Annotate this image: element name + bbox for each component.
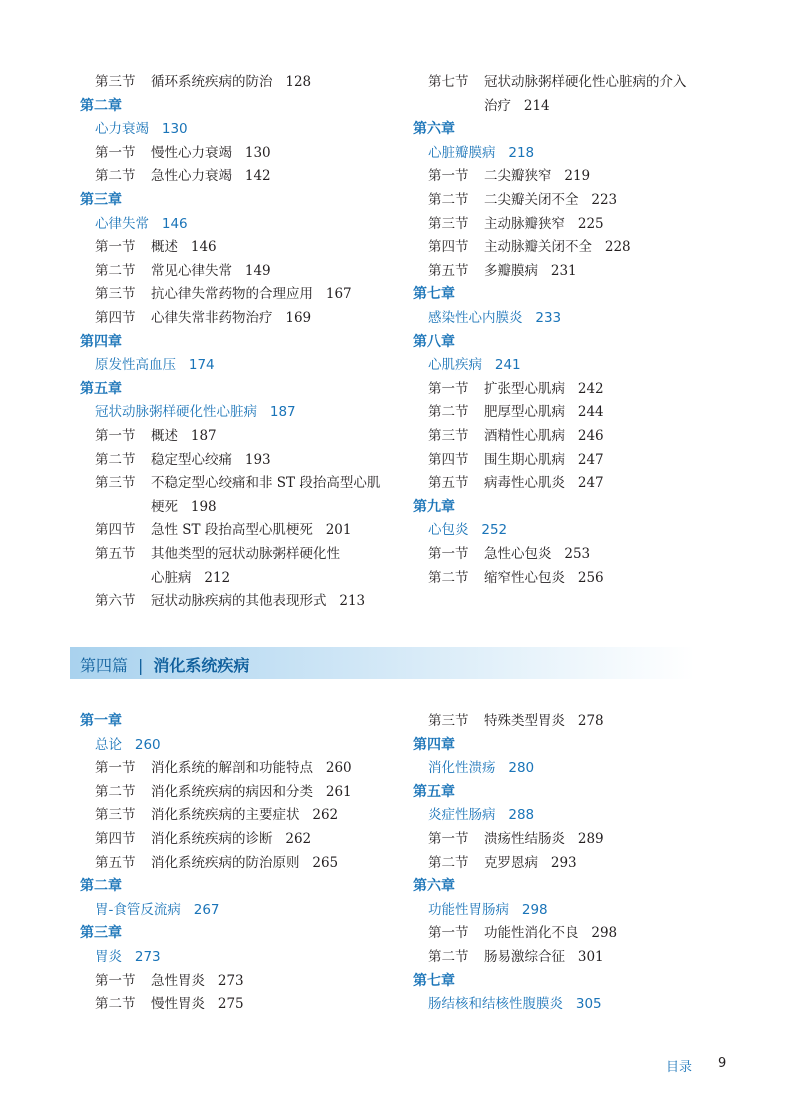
section-title: 克罗恩病 xyxy=(484,854,538,871)
section-entry xyxy=(95,308,311,328)
section-title-continuation xyxy=(151,497,217,517)
section-title: 消化系统疾病的主要症状 xyxy=(151,807,300,824)
chapter-number: 第四章 xyxy=(413,736,455,753)
section-entry xyxy=(95,72,311,92)
section-entry xyxy=(428,947,604,967)
page-ref: 146 xyxy=(190,239,217,256)
chapter-title-entry xyxy=(428,758,534,778)
chapter-title-entry xyxy=(428,355,521,375)
section-title: 不稳定型心绞痛和非 ST 段抬高型心肌 xyxy=(151,475,381,492)
section-entry xyxy=(428,473,604,493)
page-ref: 228 xyxy=(604,239,631,256)
part-label: 第四篇 xyxy=(80,656,129,675)
section-entry xyxy=(95,853,338,873)
chapter-title-entry xyxy=(428,308,561,328)
page-ref: 142 xyxy=(244,168,271,185)
chapter-heading xyxy=(80,876,122,896)
chapter-title: 心肌疾病 xyxy=(428,357,482,374)
section-entry xyxy=(95,971,244,991)
section-title: 特殊类型胃炎 xyxy=(484,713,565,729)
page-ref: 247 xyxy=(577,451,604,468)
section-entry xyxy=(428,237,631,257)
chapter-heading xyxy=(80,332,122,352)
section-number: 第三节 xyxy=(95,475,136,492)
section-title: 多瓣膜病 xyxy=(484,262,538,279)
page-ref: 305 xyxy=(575,996,602,1013)
chapter-title-entry xyxy=(95,355,215,375)
section-number: 第五节 xyxy=(428,475,469,492)
section-entry xyxy=(428,214,604,234)
section-number: 第二节 xyxy=(95,168,136,185)
page-ref: 301 xyxy=(577,949,604,965)
section-entry xyxy=(428,923,617,943)
section-entry xyxy=(95,284,352,304)
section-title: 常见心律失常 xyxy=(151,262,232,279)
section-title: 肥厚型心肌病 xyxy=(484,404,565,421)
section-number: 第四节 xyxy=(95,831,136,847)
section-entry xyxy=(95,143,271,163)
page-ref: 293 xyxy=(550,854,577,871)
section-title: 治疗 xyxy=(484,97,511,114)
page-ref: 187 xyxy=(269,404,296,421)
section-title: 慢性胃炎 xyxy=(151,996,205,1013)
section-number: 第二节 xyxy=(428,569,469,586)
section-title: 急性心包炎 xyxy=(484,546,552,562)
section-title: 冠状动脉粥样硬化性心脏病的介入 xyxy=(484,74,687,90)
chapter-heading xyxy=(80,711,122,731)
section-entry xyxy=(428,402,604,422)
chapter-heading xyxy=(80,923,122,943)
section-number: 第二节 xyxy=(428,404,469,421)
page-ref: 265 xyxy=(312,854,339,871)
section-title: 消化系统疾病的防治原则 xyxy=(151,854,300,871)
page-ref: 252 xyxy=(481,522,508,539)
chapter-title: 胃炎 xyxy=(95,949,122,965)
chapter-title-entry xyxy=(95,900,220,920)
page-ref: 253 xyxy=(564,546,591,562)
page-ref: 241 xyxy=(494,357,521,374)
section-entry xyxy=(95,591,365,611)
section-title: 二尖瓣关闭不全 xyxy=(484,192,579,208)
page-ref: 219 xyxy=(564,168,591,185)
chapter-number: 第五章 xyxy=(413,783,455,800)
page-ref: 261 xyxy=(325,783,352,800)
chapter-number: 第六章 xyxy=(413,121,455,138)
section-entry xyxy=(428,72,687,92)
chapter-title-entry xyxy=(95,119,188,139)
section-title: 酒精性心肌病 xyxy=(484,428,565,444)
chapter-number: 第七章 xyxy=(413,286,455,303)
section-title: 缩窄性心包炎 xyxy=(484,569,565,586)
section-number: 第一节 xyxy=(428,380,469,397)
section-title: 慢性心力衰竭 xyxy=(151,144,232,161)
section-entry xyxy=(95,450,271,470)
page-ref: 149 xyxy=(244,262,271,279)
page-ref: 225 xyxy=(577,215,604,232)
section-title: 冠状动脉疾病的其他表现形式 xyxy=(151,593,327,610)
chapter-title: 胃-食管反流病 xyxy=(95,901,181,918)
page-ref: 298 xyxy=(591,925,618,942)
section-number: 第五节 xyxy=(428,262,469,279)
page-ref: 260 xyxy=(134,736,161,753)
page-ref: 262 xyxy=(312,807,339,824)
section-entry xyxy=(95,473,380,493)
chapter-heading xyxy=(413,284,455,304)
section-entry xyxy=(95,782,352,802)
page-ref: 289 xyxy=(577,831,604,847)
chapter-heading xyxy=(413,782,455,802)
page-ref: 288 xyxy=(508,807,535,824)
chapter-title: 消化性溃疡 xyxy=(428,760,496,777)
section-number: 第二节 xyxy=(95,783,136,800)
section-entry xyxy=(95,994,244,1014)
section-entry xyxy=(95,544,340,564)
chapter-title-entry xyxy=(95,402,296,422)
section-title: 围生期心肌病 xyxy=(484,451,565,468)
section-number: 第二节 xyxy=(95,996,136,1013)
section-number: 第一节 xyxy=(428,831,469,847)
section-number: 第四节 xyxy=(428,451,469,468)
section-entry xyxy=(95,166,271,186)
section-title: 心脏病 xyxy=(151,569,192,586)
section-entry xyxy=(428,426,604,446)
chapter-heading xyxy=(413,332,455,352)
page-ref: 298 xyxy=(521,901,548,918)
page-ref: 169 xyxy=(285,310,312,326)
part-heading xyxy=(80,653,249,676)
section-number: 第一节 xyxy=(428,546,469,562)
section-number: 第三节 xyxy=(428,428,469,444)
section-number: 第五节 xyxy=(95,854,136,871)
chapter-title: 炎症性肠病 xyxy=(428,807,496,824)
chapter-number: 第一章 xyxy=(80,713,122,729)
section-title: 消化系统疾病的诊断 xyxy=(151,831,273,847)
chapter-number: 第八章 xyxy=(413,333,455,350)
page-ref: 246 xyxy=(577,428,604,444)
page-ref: 247 xyxy=(577,475,604,492)
section-entry xyxy=(428,450,604,470)
page-ref: 130 xyxy=(244,144,271,161)
section-entry xyxy=(428,544,590,564)
page-ref: 187 xyxy=(190,428,217,444)
section-number: 第三节 xyxy=(428,215,469,232)
page-ref: 233 xyxy=(535,310,562,326)
section-entry xyxy=(428,568,604,588)
section-number: 第一节 xyxy=(95,760,136,777)
part-title: 消化系统疾病 xyxy=(153,656,250,675)
page-ref: 174 xyxy=(188,357,215,374)
page-ref: 214 xyxy=(523,97,550,114)
section-number: 第三节 xyxy=(95,74,136,90)
section-entry xyxy=(95,758,352,778)
chapter-title-entry xyxy=(428,994,602,1014)
section-title: 急性 ST 段抬高型心肌梗死 xyxy=(151,522,313,539)
page-ref: 260 xyxy=(325,760,352,777)
section-number: 第四节 xyxy=(428,239,469,256)
chapter-title: 心脏瓣膜病 xyxy=(428,144,496,161)
section-title: 肠易激综合征 xyxy=(484,949,565,965)
page-ref: 256 xyxy=(577,569,604,586)
section-number: 第二节 xyxy=(428,192,469,208)
chapter-number: 第六章 xyxy=(413,878,455,895)
section-number: 第二节 xyxy=(428,854,469,871)
part-banner xyxy=(70,647,695,679)
section-number: 第一节 xyxy=(428,168,469,185)
chapter-number: 第二章 xyxy=(80,878,122,895)
chapter-title: 心力衰竭 xyxy=(95,121,149,138)
chapter-title-entry xyxy=(428,143,534,163)
section-number: 第四节 xyxy=(95,310,136,326)
section-title: 扩张型心肌病 xyxy=(484,380,565,397)
section-number: 第一节 xyxy=(95,972,136,989)
chapter-number: 第四章 xyxy=(80,333,122,350)
page-ref: 244 xyxy=(577,404,604,421)
chapter-title-entry xyxy=(95,214,188,234)
section-title: 病毒性心肌炎 xyxy=(484,475,565,492)
section-entry xyxy=(95,805,338,825)
page-ref: 231 xyxy=(550,262,577,279)
page-ref: 128 xyxy=(285,74,312,90)
section-number: 第三节 xyxy=(95,286,136,303)
section-number: 第一节 xyxy=(95,428,136,444)
chapter-number: 第三章 xyxy=(80,925,122,942)
chapter-title: 冠状动脉粥样硬化性心脏病 xyxy=(95,404,257,421)
section-title: 循环系统疾病的防治 xyxy=(151,74,273,90)
section-title: 二尖瓣狭窄 xyxy=(484,168,552,185)
section-title: 主动脉瓣狭窄 xyxy=(484,215,565,232)
section-number: 第二节 xyxy=(95,451,136,468)
page-ref: 273 xyxy=(134,949,161,965)
section-entry xyxy=(428,829,604,849)
chapter-title-entry xyxy=(428,805,534,825)
chapter-title: 总论 xyxy=(95,736,122,753)
page-ref: 167 xyxy=(325,286,352,303)
chapter-title: 心律失常 xyxy=(95,215,149,232)
page-ref: 213 xyxy=(339,593,366,610)
section-entry xyxy=(95,237,217,257)
chapter-heading xyxy=(80,190,122,210)
section-title: 主动脉瓣关闭不全 xyxy=(484,239,592,256)
chapter-title: 原发性高血压 xyxy=(95,357,176,374)
page-ref: 242 xyxy=(577,380,604,397)
section-title: 溃疡性结肠炎 xyxy=(484,831,565,847)
chapter-heading xyxy=(413,119,455,139)
section-title: 抗心律失常药物的合理应用 xyxy=(151,286,313,303)
part-separator: | xyxy=(138,656,144,675)
section-number: 第一节 xyxy=(95,239,136,256)
chapter-title: 感染性心内膜炎 xyxy=(428,310,523,326)
section-title: 急性心力衰竭 xyxy=(151,168,232,185)
section-number: 第二节 xyxy=(428,949,469,965)
page-ref: 212 xyxy=(204,569,231,586)
section-number: 第四节 xyxy=(95,522,136,539)
section-entry xyxy=(95,426,217,446)
chapter-heading xyxy=(80,379,122,399)
section-title: 梗死 xyxy=(151,498,178,515)
chapter-heading xyxy=(413,735,455,755)
chapter-number: 第五章 xyxy=(80,380,122,397)
section-number: 第一节 xyxy=(428,925,469,942)
page-ref: 218 xyxy=(508,144,535,161)
section-number: 第七节 xyxy=(428,74,469,90)
chapter-heading xyxy=(413,876,455,896)
section-number: 第六节 xyxy=(95,593,136,610)
section-title-continuation xyxy=(484,96,550,116)
footer-page-number: 9 xyxy=(718,1056,727,1071)
page-ref: 273 xyxy=(217,972,244,989)
section-entry xyxy=(428,261,577,281)
section-entry xyxy=(95,520,352,540)
section-entry xyxy=(428,190,617,210)
section-title: 心律失常非药物治疗 xyxy=(151,310,273,326)
chapter-title-entry xyxy=(428,520,507,540)
chapter-title-entry xyxy=(95,735,161,755)
page-ref: 278 xyxy=(577,713,604,729)
section-number: 第三节 xyxy=(428,713,469,729)
page-ref: 193 xyxy=(244,451,271,468)
section-title: 概述 xyxy=(151,239,178,256)
chapter-title: 功能性胃肠病 xyxy=(428,901,509,918)
section-title: 消化系统的解剖和功能特点 xyxy=(151,760,313,777)
chapter-number: 第九章 xyxy=(413,498,455,515)
chapter-number: 第三章 xyxy=(80,192,122,208)
chapter-number: 第七章 xyxy=(413,972,455,989)
chapter-title: 心包炎 xyxy=(428,522,469,539)
page-ref: 275 xyxy=(217,996,244,1013)
section-entry xyxy=(428,166,590,186)
section-entry xyxy=(428,711,604,731)
page-ref: 223 xyxy=(591,192,618,208)
page-ref: 130 xyxy=(161,121,188,138)
footer-label: 目录 xyxy=(666,1060,693,1075)
section-number: 第三节 xyxy=(95,807,136,824)
page-ref: 201 xyxy=(325,522,352,539)
page-ref: 280 xyxy=(508,760,535,777)
section-entry xyxy=(428,379,604,399)
section-number: 第二节 xyxy=(95,262,136,279)
section-title: 功能性消化不良 xyxy=(484,925,579,942)
chapter-title: 肠结核和结核性腹膜炎 xyxy=(428,996,563,1013)
section-entry xyxy=(95,829,311,849)
section-title: 概述 xyxy=(151,428,178,444)
section-title: 其他类型的冠状动脉粥样硬化性 xyxy=(151,546,340,562)
section-title: 急性胃炎 xyxy=(151,972,205,989)
section-title-continuation xyxy=(151,568,230,588)
section-entry xyxy=(428,853,577,873)
section-title: 消化系统疾病的病因和分类 xyxy=(151,783,313,800)
section-entry xyxy=(95,261,271,281)
page-ref: 146 xyxy=(161,215,188,232)
section-number: 第一节 xyxy=(95,144,136,161)
chapter-number: 第二章 xyxy=(80,97,122,114)
chapter-heading xyxy=(413,971,455,991)
section-title: 稳定型心绞痛 xyxy=(151,451,232,468)
chapter-heading xyxy=(413,497,455,517)
section-number: 第五节 xyxy=(95,546,136,562)
page-ref: 198 xyxy=(190,498,217,515)
page-ref: 267 xyxy=(193,901,220,918)
page-ref: 262 xyxy=(285,831,312,847)
chapter-title-entry xyxy=(428,900,548,920)
chapter-heading xyxy=(80,96,122,116)
chapter-title-entry xyxy=(95,947,161,967)
